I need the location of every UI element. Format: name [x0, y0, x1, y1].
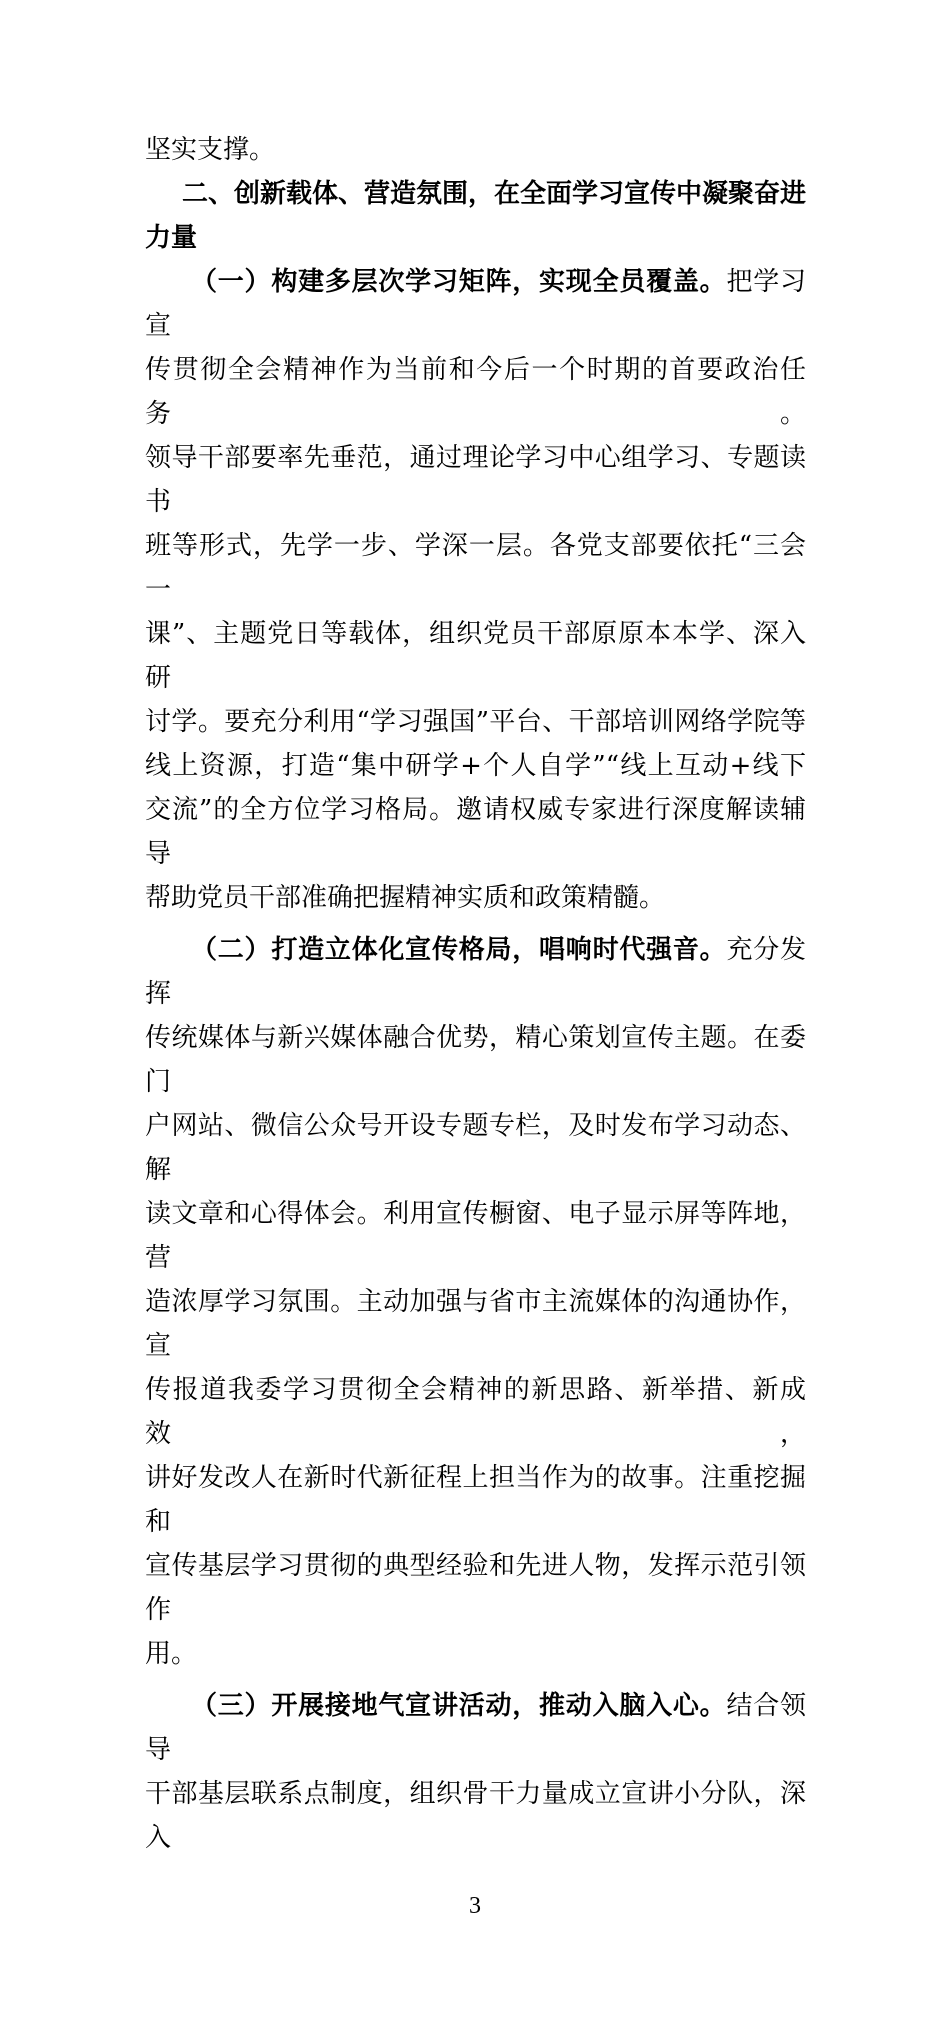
text-run: 把学习宣: [145, 267, 806, 341]
subheading: （三）开展接地气宣讲活动，推动入脑入心。: [191, 1691, 727, 1721]
text-line: 传贯彻全会精神作为当前和今后一个时期的首要政治任务。: [145, 355, 806, 429]
subheading: （一）构建多层次学习矩阵，实现全员覆盖。: [191, 267, 727, 297]
text-line: 造浓厚学习氛围。主动加强与省市主流媒体的沟通协作，宣: [145, 1287, 806, 1361]
heading-line: 力量: [145, 223, 198, 253]
document-body: [145, 0, 806, 1860]
paragraph-2: [145, 928, 806, 1676]
text-line: [145, 1684, 806, 1772]
subheading: （二）打造立体化宣传格局，唱响时代强音。: [191, 935, 727, 965]
text-line: 线上资源，打造“集中研学+个人自学”“线上互动+线下: [145, 751, 806, 781]
paragraph-1: [145, 260, 806, 920]
heading-line: 二、创新载体、营造氛围，在全面学习宣传中凝聚奋进: [182, 179, 807, 209]
text-line: 传统媒体与新兴媒体融合优势，精心策划宣传主题。在委门: [145, 1023, 806, 1097]
text-line: 干部基层联系点制度，组织骨干力量成立宣讲小分队，深入: [145, 1779, 806, 1853]
paragraph-3: [145, 1684, 806, 1860]
text-line: 用。: [145, 1639, 198, 1669]
text-run: 结合领导: [145, 1691, 806, 1765]
text-line: 宣传基层学习贯彻的典型经验和先进人物，发挥示范引领作: [145, 1551, 806, 1625]
text-line: [145, 928, 806, 1016]
page-number: 3: [469, 1893, 481, 1919]
section-heading: [145, 172, 806, 260]
text-line: 班等形式，先学一步、学深一层。各党支部要依托“三会一: [145, 531, 806, 605]
text-line: [145, 260, 806, 348]
text-line: 讲好发改人在新时代新征程上担当作为的故事。注重挖掘和: [145, 1463, 806, 1537]
text-line: 传报道我委学习贯彻全会精神的新思路、新举措、新成效，: [145, 1375, 806, 1449]
text-line: 户网站、微信公众号开设专题专栏，及时发布学习动态、解: [145, 1111, 806, 1185]
text-line: 讨学。要充分利用“学习强国”平台、干部培训网络学院等: [145, 707, 806, 737]
text-line: 课”、主题党日等载体，组织党员干部原原本本学、深入研: [145, 619, 806, 693]
text-run: 充分发挥: [145, 935, 806, 1009]
text-line: 帮助党员干部准确把握精神实质和政策精髓。: [145, 883, 666, 913]
paragraph-continuation: [145, 128, 806, 172]
text-line: 读文章和心得体会。利用宣传橱窗、电子显示屏等阵地，营: [145, 1199, 806, 1273]
text-line: 领导干部要率先垂范，通过理论学习中心组学习、专题读书: [145, 443, 806, 517]
text-line: 交流”的全方位学习格局。邀请权威专家进行深度解读辅导: [145, 795, 806, 869]
text-line: 坚实支撑。: [145, 135, 276, 165]
